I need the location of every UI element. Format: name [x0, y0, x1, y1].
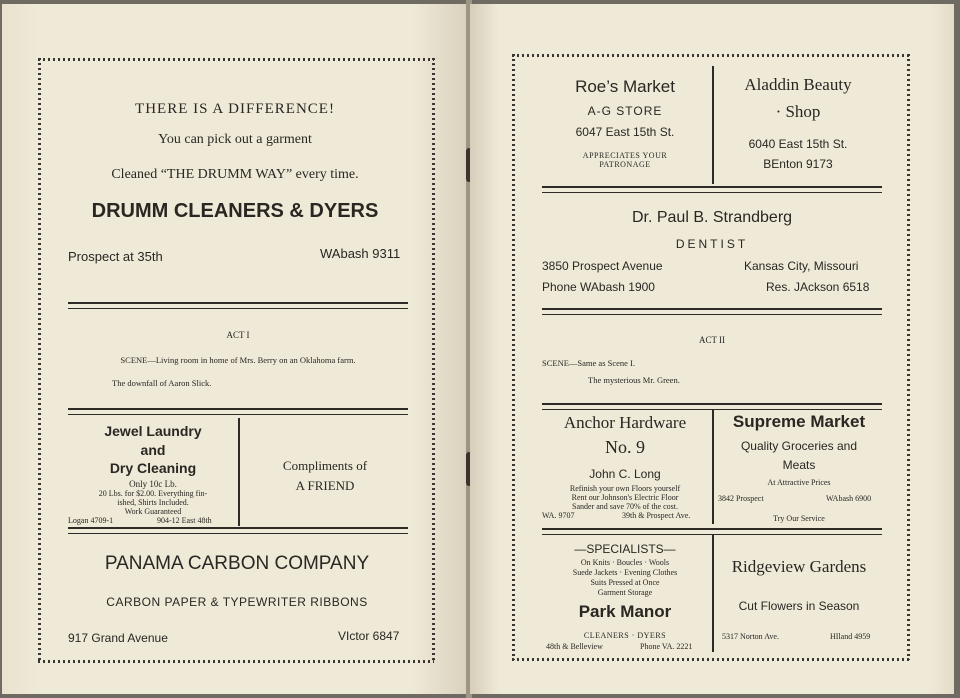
friend-line2: A FRIEND [295, 478, 355, 493]
park-header: —SPECIALISTS— [574, 542, 676, 556]
supreme-line1: Quality Groceries and [740, 439, 858, 453]
divider [542, 186, 882, 193]
roes-name: Roe’s Market [575, 77, 675, 96]
panama-name: PANAMA CARBON COMPANY [104, 553, 370, 574]
supreme-line2: Meats [782, 458, 816, 472]
jewel-name1: Jewel Laundry [104, 423, 202, 439]
panama-phone: VIctor 6847 [338, 629, 400, 643]
anchor-phone: WA. 9707 [542, 511, 575, 520]
drumm-name: DRUMM CLEANERS & DYERS [91, 200, 379, 222]
jewel-line3: ished, Shirts Included. [117, 498, 189, 507]
park-phone: Phone VA. 2221 [640, 642, 693, 651]
act1-title: ACT I [226, 330, 250, 340]
jewel-address: 904-12 East 48th [157, 516, 212, 525]
anchor-owner: John C. Long [589, 467, 661, 481]
act2-title: ACT II [698, 335, 726, 345]
strandberg-phone: Phone WAbash 1900 [542, 280, 655, 294]
divider [68, 302, 408, 309]
jewel-line2: 20 Lbs. for $2.00. Everything fin- [98, 489, 208, 498]
park-address: 48th & Belleview [546, 642, 603, 651]
jewel-line1: Only 10c Lb. [129, 479, 177, 489]
aladdin-address: 6040 East 15th St. [748, 137, 848, 151]
column-divider [238, 418, 240, 526]
border-right [432, 58, 435, 663]
column-divider [712, 410, 714, 524]
drumm-phone: WAbash 9311 [320, 246, 401, 261]
column-divider [712, 66, 714, 184]
roes-sub: A-G STORE [587, 104, 663, 118]
anchor-name2: No. 9 [605, 437, 645, 457]
ridgeview-address: 5317 Norton Ave. [722, 632, 779, 641]
park-line4: Garment Storage [597, 588, 653, 597]
aladdin-name2: · Shop [775, 102, 821, 121]
friend-line1: Compliments of [282, 458, 368, 473]
jewel-name2: and [140, 442, 166, 458]
jewel-phone: Logan 4709-1 [68, 516, 114, 525]
ridgeview-tagline: Cut Flowers in Season [738, 599, 860, 613]
anchor-name1: Anchor Hardware [563, 413, 687, 432]
supreme-address: 3842 Prospect [718, 494, 764, 503]
park-line3: Suits Pressed at Once [590, 578, 660, 587]
drumm-headline: THERE IS A DIFFERENCE! [135, 101, 335, 117]
strandberg-res: Res. JAckson 6518 [766, 280, 870, 294]
act2-scene: SCENE—Same as Scene I. [542, 358, 636, 368]
park-line2: Suede Jackets · Evening Clothes [572, 568, 678, 577]
aladdin-phone: BEnton 9173 [763, 157, 833, 171]
right-page [470, 4, 954, 694]
drumm-line1: You can pick out a garment [158, 132, 312, 147]
panama-address: 917 Grand Avenue [68, 631, 168, 645]
supreme-tagline: Try Our Service [773, 514, 825, 523]
park-name: Park Manor [578, 602, 672, 621]
panama-tagline: CARBON PAPER & TYPEWRITER RIBBONS [106, 595, 368, 609]
drumm-address: Prospect at 35th [68, 249, 163, 264]
jewel-line4: Work Guaranteed [124, 507, 182, 516]
jewel-name3: Dry Cleaning [109, 460, 197, 476]
park-line1: On Knits · Boucles · Wools [580, 558, 670, 567]
divider [542, 403, 882, 410]
anchor-line1: Refinish your own Floors yourself [569, 484, 681, 493]
ridgeview-name: Ridgeview Gardens [731, 557, 867, 576]
roes-note2: PATRONAGE [599, 160, 651, 169]
act1-sub: The downfall of Aaron Slick. [112, 378, 212, 388]
supreme-name: Supreme Market [732, 412, 866, 431]
divider [68, 527, 408, 534]
strandberg-name: Dr. Paul B. Strandberg [631, 209, 793, 226]
anchor-line3: Sander and save 70% of the cost. [572, 502, 678, 511]
ridgeview-phone: HIland 4959 [830, 632, 871, 641]
divider [542, 308, 882, 315]
left-page [2, 4, 468, 694]
column-divider [712, 534, 714, 652]
supreme-line3: At Attractive Prices [767, 478, 831, 487]
act1-scene: SCENE—Living room in home of Mrs. Berry on an Oklahoma farm. [120, 355, 356, 365]
anchor-line2: Rent our Johnson's Electric Floor [571, 493, 679, 502]
roes-note1: APPRECIATES YOUR [582, 151, 668, 160]
aladdin-name1: Aladdin Beauty [744, 75, 852, 94]
border-bottom [38, 660, 434, 663]
border-left [38, 58, 41, 663]
border-top [38, 58, 434, 61]
border-left [512, 54, 515, 660]
border-top [512, 54, 910, 57]
strandberg-title: DENTIST [675, 237, 749, 251]
strandberg-city: Kansas City, Missouri [744, 259, 859, 273]
strandberg-address: 3850 Prospect Avenue [542, 259, 663, 273]
anchor-address: 39th & Prospect Ave. [622, 511, 691, 520]
act2-sub: The mysterious Mr. Green. [588, 375, 680, 385]
roes-address: 6047 East 15th St. [575, 125, 675, 139]
border-bottom [512, 658, 910, 661]
supreme-phone: WAbash 6900 [826, 494, 872, 503]
drumm-line2: Cleaned “THE DRUMM WAY” every time. [111, 167, 359, 182]
border-right [907, 54, 910, 660]
divider [68, 408, 408, 415]
park-sub: CLEANERS · DYERS [583, 631, 667, 640]
